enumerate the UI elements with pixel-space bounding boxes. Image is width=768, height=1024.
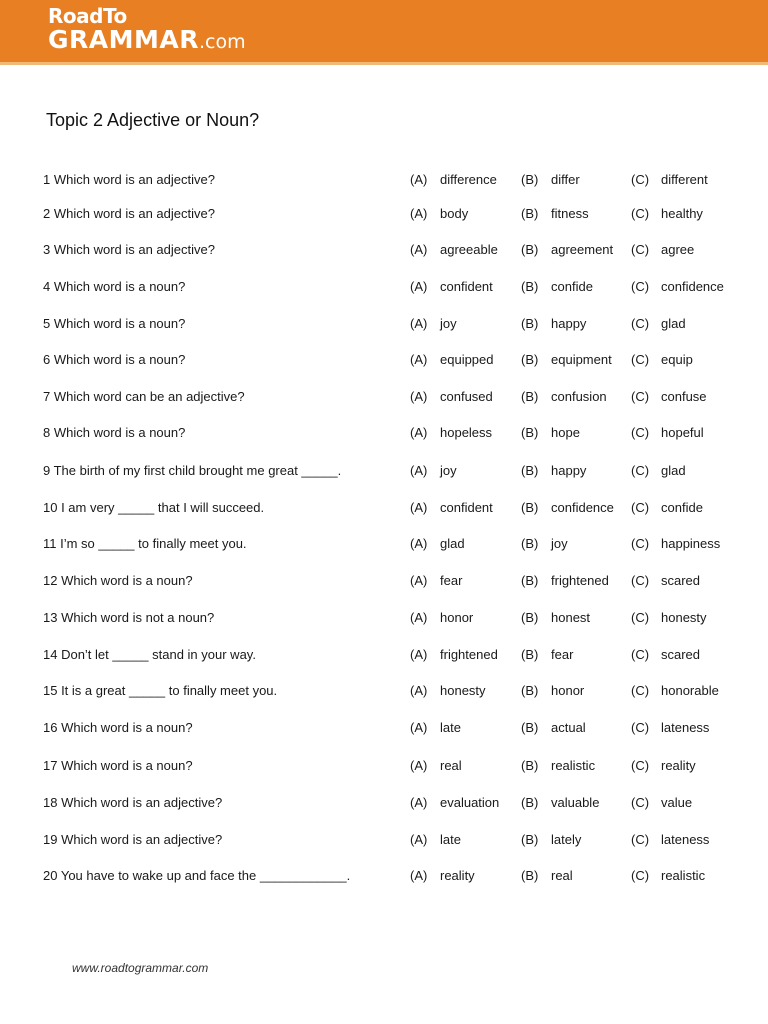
answer-option[interactable]: glad bbox=[661, 463, 686, 478]
option-letter: (B) bbox=[521, 683, 539, 698]
option-letter: (C) bbox=[631, 172, 650, 187]
answer-option[interactable]: honor bbox=[551, 683, 585, 698]
answer-option[interactable]: honorable bbox=[661, 683, 719, 698]
answer-option[interactable]: agreeable bbox=[440, 242, 498, 257]
option-letter: (B) bbox=[521, 389, 539, 404]
answer-option[interactable]: value bbox=[661, 795, 693, 810]
answer-option[interactable]: confide bbox=[551, 279, 593, 294]
answer-option[interactable]: difference bbox=[440, 172, 497, 187]
answer-option[interactable]: confuse bbox=[661, 389, 707, 404]
answer-option[interactable]: lateness bbox=[661, 832, 710, 847]
answer-option[interactable]: honesty bbox=[440, 683, 486, 698]
option-letter: (C) bbox=[631, 758, 650, 773]
option-letter: (C) bbox=[631, 206, 650, 221]
answer-option[interactable]: fear bbox=[551, 647, 574, 662]
answer-option[interactable]: realistic bbox=[551, 758, 596, 773]
answer-option[interactable]: hopeful bbox=[661, 425, 704, 440]
answer-option[interactable]: valuable bbox=[551, 795, 600, 810]
option-letter: (C) bbox=[631, 647, 650, 662]
answer-option[interactable]: scared bbox=[661, 647, 701, 662]
answer-option[interactable]: honor bbox=[440, 610, 474, 625]
option-letter: (A) bbox=[410, 573, 428, 588]
answer-option[interactable]: agreement bbox=[551, 242, 614, 257]
answer-option[interactable]: frightened bbox=[440, 647, 498, 662]
question-text: 18 Which word is an adjective? bbox=[43, 795, 223, 810]
answer-option[interactable]: frightened bbox=[551, 573, 609, 588]
logo-top-text: RoadTo bbox=[48, 4, 127, 28]
answer-option[interactable]: reality bbox=[661, 758, 696, 773]
footer-url[interactable]: www.roadtogrammar.com bbox=[72, 961, 209, 975]
header-rule bbox=[0, 62, 768, 65]
option-letter: (A) bbox=[410, 242, 428, 257]
answer-option[interactable]: equipment bbox=[551, 352, 612, 367]
option-letter: (C) bbox=[631, 536, 650, 551]
answer-option[interactable]: glad bbox=[661, 316, 686, 331]
question-text: 3 Which word is an adjective? bbox=[43, 242, 215, 257]
option-letter: (B) bbox=[521, 352, 539, 367]
question-text: 19 Which word is an adjective? bbox=[43, 832, 223, 847]
question-text: 14 Don’t let _____ stand in your way. bbox=[43, 647, 256, 662]
option-letter: (B) bbox=[521, 832, 539, 847]
answer-option[interactable]: evaluation bbox=[440, 795, 500, 810]
question-text: 11 I’m so _____ to finally meet you. bbox=[43, 536, 247, 551]
answer-option[interactable]: joy bbox=[440, 463, 457, 478]
question-text: 8 Which word is a noun? bbox=[43, 425, 186, 440]
answer-option[interactable]: confide bbox=[661, 500, 703, 515]
answer-option[interactable]: happy bbox=[551, 316, 587, 331]
answer-option[interactable]: different bbox=[661, 172, 708, 187]
option-letter: (B) bbox=[521, 206, 539, 221]
answer-option[interactable]: happy bbox=[551, 463, 587, 478]
answer-option[interactable]: body bbox=[440, 206, 469, 221]
option-letter: (C) bbox=[631, 832, 650, 847]
option-letter: (A) bbox=[410, 868, 428, 883]
option-letter: (A) bbox=[410, 536, 428, 551]
option-letter: (C) bbox=[631, 279, 650, 294]
question-text: 16 Which word is a noun? bbox=[43, 720, 193, 735]
option-letter: (B) bbox=[521, 279, 539, 294]
answer-option[interactable]: joy bbox=[551, 536, 568, 551]
option-letter: (C) bbox=[631, 683, 650, 698]
answer-option[interactable]: real bbox=[440, 758, 462, 773]
option-letter: (B) bbox=[521, 720, 539, 735]
option-letter: (C) bbox=[631, 425, 650, 440]
answer-option[interactable]: differ bbox=[551, 172, 580, 187]
option-letter: (C) bbox=[631, 868, 650, 883]
question-text: 15 It is a great _____ to finally meet you. bbox=[43, 683, 278, 698]
option-letter: (A) bbox=[410, 352, 428, 367]
logo-bottom-text: GRAMMAR bbox=[48, 25, 199, 54]
answer-option[interactable]: late bbox=[440, 720, 461, 735]
question-text: 4 Which word is a noun? bbox=[43, 279, 186, 294]
answer-option[interactable]: glad bbox=[440, 536, 465, 551]
option-letter: (C) bbox=[631, 720, 650, 735]
option-letter: (B) bbox=[521, 425, 539, 440]
option-letter: (A) bbox=[410, 758, 428, 773]
option-letter: (A) bbox=[410, 389, 428, 404]
option-letter: (A) bbox=[410, 647, 428, 662]
answer-option[interactable]: hopeless bbox=[440, 425, 493, 440]
option-letter: (B) bbox=[521, 758, 539, 773]
site-logo[interactable] bbox=[48, 6, 246, 52]
answer-option[interactable]: honest bbox=[551, 610, 591, 625]
question-text: 20 You have to wake up and face the ____________. bbox=[43, 868, 351, 883]
question-text: 10 I am very _____ that I will succeed. bbox=[43, 500, 265, 515]
answer-option[interactable]: confident bbox=[440, 500, 493, 515]
question-text: 12 Which word is a noun? bbox=[43, 573, 193, 588]
answer-option[interactable]: confidence bbox=[551, 500, 614, 515]
answer-option[interactable]: healthy bbox=[661, 206, 703, 221]
option-letter: (A) bbox=[410, 720, 428, 735]
option-letter: (A) bbox=[410, 279, 428, 294]
option-letter: (B) bbox=[521, 795, 539, 810]
option-letter: (B) bbox=[521, 536, 539, 551]
answer-option[interactable]: hope bbox=[551, 425, 580, 440]
question-text: 1 Which word is an adjective? bbox=[43, 172, 215, 187]
question-text: 7 Which word can be an adjective? bbox=[43, 389, 245, 404]
option-letter: (B) bbox=[521, 610, 539, 625]
option-letter: (C) bbox=[631, 573, 650, 588]
option-letter: (A) bbox=[410, 795, 428, 810]
answer-option[interactable]: realistic bbox=[661, 868, 706, 883]
option-letter: (C) bbox=[631, 500, 650, 515]
option-letter: (A) bbox=[410, 172, 428, 187]
answer-option[interactable]: confidence bbox=[661, 279, 724, 294]
question-text: 17 Which word is a noun? bbox=[43, 758, 193, 773]
question-text: 2 Which word is an adjective? bbox=[43, 206, 215, 221]
option-letter: (A) bbox=[410, 425, 428, 440]
option-letter: (B) bbox=[521, 868, 539, 883]
answer-option[interactable]: happiness bbox=[661, 536, 721, 551]
answer-option[interactable]: reality bbox=[440, 868, 475, 883]
answer-option[interactable]: equip bbox=[661, 352, 693, 367]
option-letter: (A) bbox=[410, 610, 428, 625]
question-text: 5 Which word is a noun? bbox=[43, 316, 186, 331]
option-letter: (C) bbox=[631, 463, 650, 478]
answer-option[interactable]: scared bbox=[661, 573, 701, 588]
option-letter: (B) bbox=[521, 500, 539, 515]
logo-suffix: .com bbox=[198, 31, 246, 53]
answer-option[interactable]: lateness bbox=[661, 720, 710, 735]
option-letter: (C) bbox=[631, 389, 650, 404]
question-text: 6 Which word is a noun? bbox=[43, 352, 186, 367]
answer-option[interactable]: confusion bbox=[551, 389, 607, 404]
answer-option[interactable]: agree bbox=[661, 242, 695, 257]
answer-option[interactable]: late bbox=[440, 832, 461, 847]
answer-option[interactable]: honesty bbox=[661, 610, 707, 625]
option-letter: (B) bbox=[521, 573, 539, 588]
answer-option[interactable]: lately bbox=[551, 832, 582, 847]
option-letter: (C) bbox=[631, 610, 650, 625]
option-letter: (A) bbox=[410, 683, 428, 698]
option-letter: (A) bbox=[410, 463, 428, 478]
answer-option[interactable]: equipped bbox=[440, 352, 494, 367]
question-text: 13 Which word is not a noun? bbox=[43, 610, 215, 625]
answer-option[interactable]: confident bbox=[440, 279, 493, 294]
option-letter: (C) bbox=[631, 795, 650, 810]
answer-option[interactable]: fear bbox=[440, 573, 463, 588]
option-letter: (B) bbox=[521, 242, 539, 257]
option-letter: (A) bbox=[410, 832, 428, 847]
option-letter: (B) bbox=[521, 463, 539, 478]
logo-bottom-line bbox=[48, 27, 246, 52]
option-letter: (C) bbox=[631, 316, 650, 331]
answer-option[interactable]: actual bbox=[551, 720, 586, 735]
option-letter: (B) bbox=[521, 172, 539, 187]
option-letter: (C) bbox=[631, 352, 650, 367]
answer-option[interactable]: joy bbox=[440, 316, 457, 331]
option-letter: (A) bbox=[410, 500, 428, 515]
answer-option[interactable]: real bbox=[551, 868, 573, 883]
answer-option[interactable]: confused bbox=[440, 389, 493, 404]
question-text: 9 The birth of my first child brought me great _____. bbox=[43, 463, 342, 478]
option-letter: (A) bbox=[410, 316, 428, 331]
option-letter: (A) bbox=[410, 206, 428, 221]
option-letter: (C) bbox=[631, 242, 650, 257]
option-letter: (B) bbox=[521, 647, 539, 662]
page-title: Topic 2 Adjective or Noun? bbox=[46, 110, 260, 130]
answer-option[interactable]: fitness bbox=[551, 206, 589, 221]
option-letter: (B) bbox=[521, 316, 539, 331]
